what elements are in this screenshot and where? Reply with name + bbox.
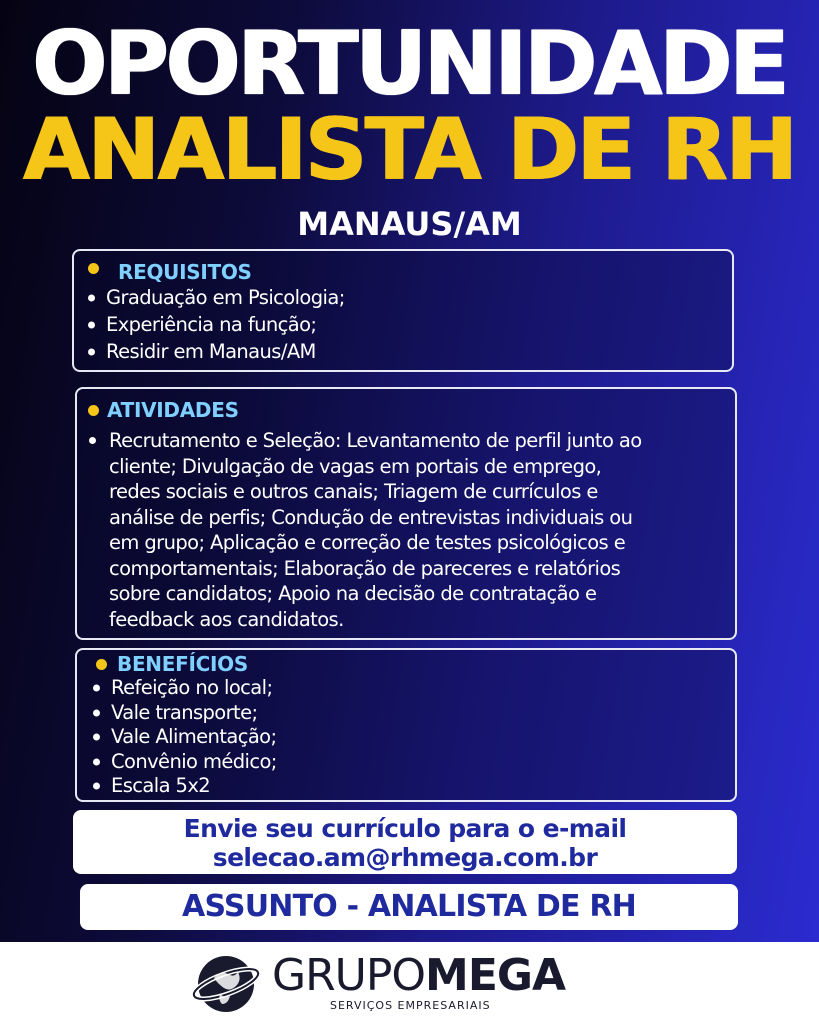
list-item: Experiência na função; xyxy=(86,311,345,338)
beneficios-section xyxy=(75,648,737,802)
requisitos-list xyxy=(86,284,345,365)
globe-logo-icon xyxy=(190,948,262,1020)
email-subject: ASSUNTO - ANALISTA DE RH xyxy=(182,889,636,924)
text-line: em grupo; Aplicação e correção de testes psicológicos e xyxy=(109,531,626,554)
brand-name xyxy=(272,952,565,1000)
list-item: Convênio médico; xyxy=(91,750,277,775)
yellow-bullet-icon xyxy=(88,405,99,416)
text-line: Recrutamento e Seleção: Levantamento de perfil junto ao xyxy=(109,429,642,452)
bullet-icon xyxy=(89,437,96,444)
headline-oportunidade: OPORTUNIDADE xyxy=(32,12,787,115)
text-line: cliente; Divulgação de vagas em portais de emprego, xyxy=(109,454,602,478)
job-location: MANAUS/AM xyxy=(297,205,522,243)
beneficios-list xyxy=(91,676,277,799)
text-line: feedback aos candidatos. xyxy=(109,607,344,631)
brand-name-light: GRUPO xyxy=(272,950,426,1001)
email-address[interactable]: selecao.am@rhmega.com.br xyxy=(212,843,598,872)
send-resume-text: Envie seu currículo para o e-mail xyxy=(183,814,627,843)
list-item: Refeição no local; xyxy=(91,676,277,701)
list-item: Graduação em Psicologia; xyxy=(86,284,345,311)
brand-name-bold: MEGA xyxy=(425,950,566,1001)
brand-tagline: SERVIÇOS EMPRESARIAIS xyxy=(330,999,491,1012)
atividades-section xyxy=(75,387,737,640)
text-line: sobre candidatos; Apoio na decisão de contratação e xyxy=(109,582,597,605)
footer-brand xyxy=(0,942,819,1024)
beneficios-title: BENEFÍCIOS xyxy=(117,652,248,676)
atividades-title: ATIVIDADES xyxy=(107,398,239,422)
list-item: Vale transporte; xyxy=(91,701,277,726)
yellow-bullet-icon xyxy=(96,659,107,670)
requisitos-title: REQUISITOS xyxy=(118,260,252,284)
yellow-bullet-icon xyxy=(88,263,99,274)
send-resume-box xyxy=(73,810,737,874)
list-item: Escala 5x2 xyxy=(91,774,277,799)
text-line: redes sociais e outros canais; Triagem de currículos e xyxy=(109,480,598,503)
list-item: Residir em Manaus/AM xyxy=(86,338,345,365)
atividades-text xyxy=(109,428,739,632)
text-line: análise de perfis; Condução de entrevistas individuais ou xyxy=(109,505,633,529)
subject-box xyxy=(80,884,738,930)
requisitos-section xyxy=(72,249,734,372)
text-line: comportamentais; Elaboração de pareceres e relatórios xyxy=(109,556,621,580)
list-item: Vale Alimentação; xyxy=(91,725,277,750)
headline-job-title: ANALISTA DE RH xyxy=(23,100,796,200)
